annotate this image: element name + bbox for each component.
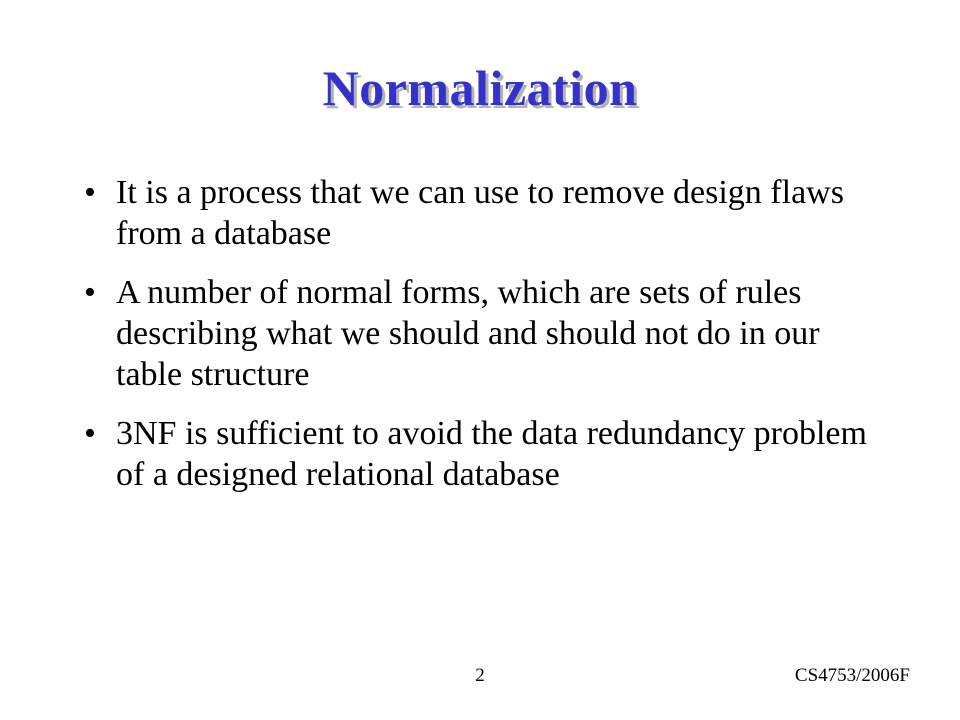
bullet-item <box>84 413 884 495</box>
bullet-item <box>84 172 884 254</box>
course-label: CS4753/2006F <box>794 665 910 686</box>
bullet-text: A number of normal forms, which are sets of rules describing what we should and should not do in our table structure <box>116 274 820 393</box>
bullet-dot-icon: • <box>84 274 96 311</box>
bullet-text: It is a process that we can use to remove design flaws from a database <box>116 174 844 252</box>
slide-title: Normalization <box>322 60 638 116</box>
bullet-text: 3NF is sufficient to avoid the data redundancy problem of a designed relational database <box>116 415 867 493</box>
bullet-dot-icon: • <box>84 415 96 452</box>
bullet-list <box>84 172 884 513</box>
bullet-item <box>84 272 884 395</box>
bullet-dot-icon: • <box>84 174 96 211</box>
page-number: 2 <box>475 665 485 686</box>
